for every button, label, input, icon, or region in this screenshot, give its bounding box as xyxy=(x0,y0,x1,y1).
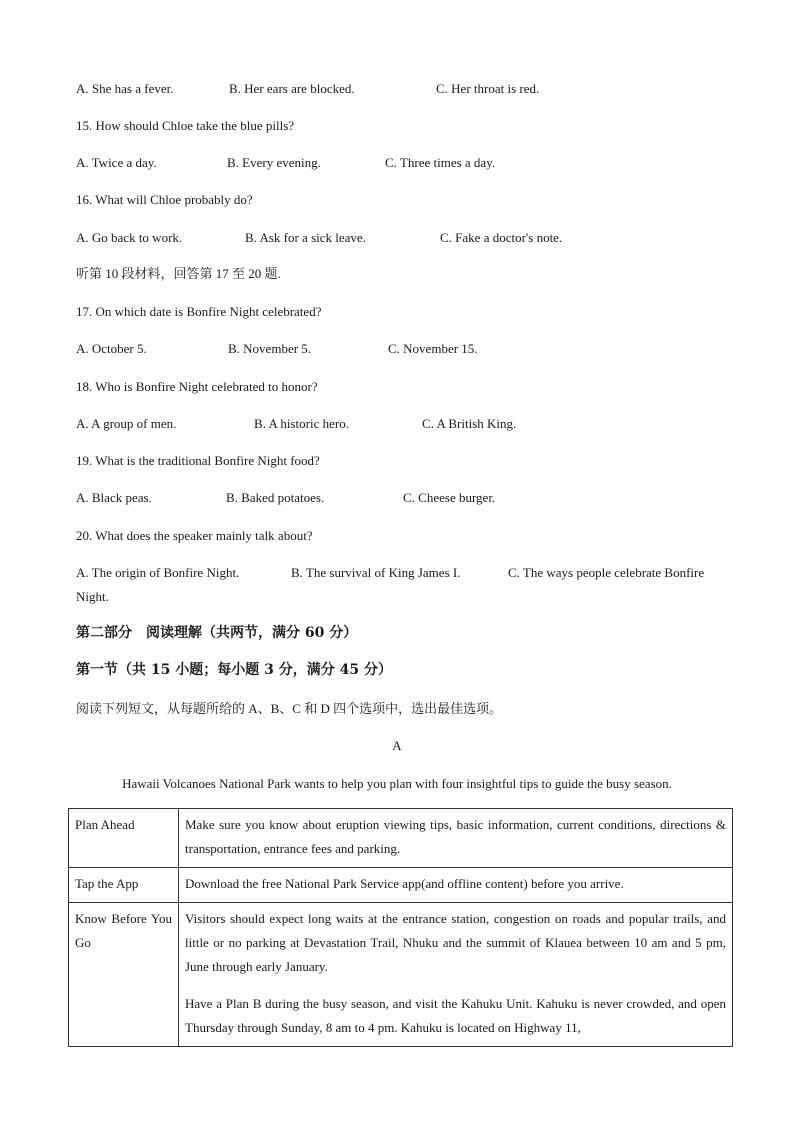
table-row xyxy=(69,903,733,1047)
q14-option-a: A. She has a fever. xyxy=(76,81,174,96)
section10-instruction: 听第 10 段材料，回答第 17 至 20 题. xyxy=(76,266,281,281)
tip-value xyxy=(179,903,733,1047)
q16-question: 16. What will Chloe probably do? xyxy=(76,192,253,207)
part2-heading: 第二部分 阅读理解（共两节，满分 60 分） xyxy=(76,625,358,641)
tips-table xyxy=(68,808,733,1047)
q16-option-c: C. Fake a doctor's note. xyxy=(440,230,563,245)
tip-key-text: Know Before You Go xyxy=(75,911,172,950)
q19-option-c: C. Cheese burger. xyxy=(403,490,496,505)
q20-option-b: B. The survival of King James I. xyxy=(291,565,461,580)
q17-option-a: A. October 5. xyxy=(76,341,147,356)
tip-paragraph: Visitors should expect long waits at the entrance station, congestion on roads and popular trails, and little or no parking at Devastation Trail, Nhuku and the summit of Klauea between 10 am and 5 pm, June through early January. xyxy=(185,911,726,974)
q19-option-b: B. Baked potatoes. xyxy=(226,490,325,505)
reading-instruction: 阅读下列短文，从每题所给的 A、B、C 和 D 四个选项中，选出最佳选项。 xyxy=(76,701,503,716)
q20-option-c-continuation: Night. xyxy=(76,589,109,604)
q18-option-b: B. A historic hero. xyxy=(254,416,349,431)
q15-option-a: A. Twice a day. xyxy=(76,155,157,170)
q19-question: 19. What is the traditional Bonfire Night food? xyxy=(76,453,320,468)
q17-option-b: B. November 5. xyxy=(228,341,312,356)
tip-key xyxy=(69,903,179,1047)
q15-question: 15. How should Chloe take the blue pills? xyxy=(76,118,295,133)
q16-option-b: B. Ask for a sick leave. xyxy=(245,230,366,245)
q18-question: 18. Who is Bonfire Night celebrated to honor? xyxy=(76,379,318,394)
q14-option-c: C. Her throat is red. xyxy=(436,81,540,96)
q19-option-a: A. Black peas. xyxy=(76,490,152,505)
q20-option-a: A. The origin of Bonfire Night. xyxy=(76,565,240,580)
q18-option-a: A. A group of men. xyxy=(76,416,177,431)
passage-label: A xyxy=(392,738,402,753)
q15-option-c: C. Three times a day. xyxy=(385,155,496,170)
tip-key: Tap the App xyxy=(69,868,179,903)
q16-option-a: A. Go back to work. xyxy=(76,230,183,245)
section1-heading: 第一节（共 15 小题；每小题 3 分，满分 45 分） xyxy=(76,662,392,678)
tip-paragraph: Have a Plan B during the busy season, and visit the Kahuku Unit. Kahuku is never crowded, and open Thursday through Sunday, 8 am to 4 pm. Kahuku is located on Highway 11, xyxy=(185,996,726,1035)
passage-intro: Hawaii Volcanoes National Park wants to help you plan with four insightful tips to guide the busy season. xyxy=(122,776,672,791)
q14-option-b: B. Her ears are blocked. xyxy=(229,81,355,96)
q20-option-c: C. The ways people celebrate Bonfire xyxy=(508,565,705,580)
q20-question: 20. What does the speaker mainly talk about? xyxy=(76,528,313,543)
q18-option-c: C. A British King. xyxy=(422,416,517,431)
q17-question: 17. On which date is Bonfire Night celebrated? xyxy=(76,304,322,319)
table-row xyxy=(69,809,733,868)
q17-option-c: C. November 15. xyxy=(388,341,478,356)
tip-value: Download the free National Park Service app(and offline content) before you arrive. xyxy=(179,868,733,903)
tip-key: Plan Ahead xyxy=(69,809,179,868)
q15-option-b: B. Every evening. xyxy=(227,155,321,170)
table-row xyxy=(69,868,733,903)
tip-value: Make sure you know about eruption viewing tips, basic information, current conditions, directions & transportation, entrance fees and parking. xyxy=(179,809,733,868)
